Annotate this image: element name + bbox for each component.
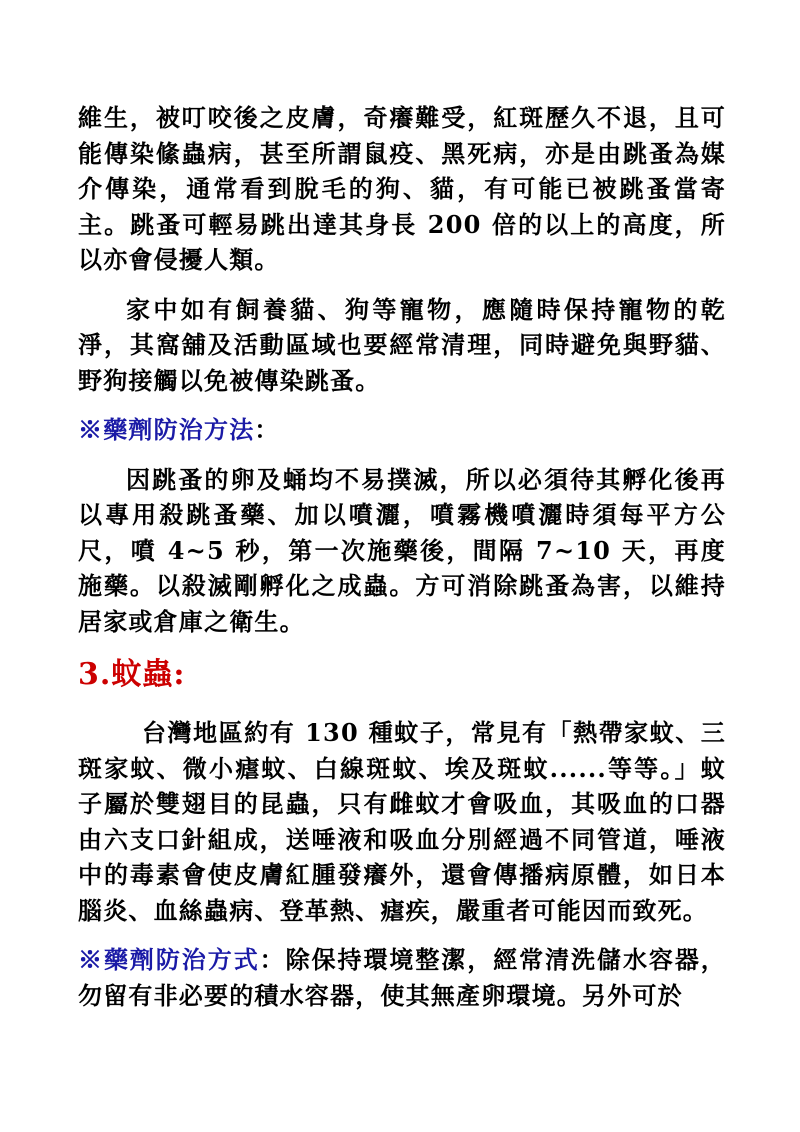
spacer bbox=[78, 278, 726, 292]
spacer bbox=[78, 398, 726, 412]
document-page bbox=[78, 100, 726, 1013]
spacer bbox=[78, 639, 726, 653]
spacer bbox=[78, 448, 726, 462]
spacer bbox=[78, 697, 726, 715]
paragraph-flea-spraying: 因跳蚤的卵及蛹均不易撲滅，所以必須待其孵化後再以專用殺跳蚤藥、加以噴灑，噴霧機噴灑時須每平方公尺，噴 4~5 秒，第一次施藥後，間隔 7~10 天，再度施藥。以殺滅剛孵化之成蟲。方可消除跳蚤為害，以維持居家或倉庫之衛生。 bbox=[78, 464, 726, 636]
heading-label: ※藥劑防治方法 bbox=[78, 415, 255, 444]
heading-label: ※藥劑防治方式 bbox=[78, 945, 260, 974]
paragraph-mosquito-info: 台灣地區約有 130 種蚊子，常見有「熱帶家蚊、三斑家蚊、微小瘧蚊、白線斑蚊、埃及斑蚊......等等。」蚊子屬於雙翅目的昆蟲，只有雌蚊才會吸血，其吸血的口器由六支口針組成，送唾液和吸血分別經過不同管道，唾液中的毒素會使皮膚紅腫發癢外，還會傳播病原體，如日本腦炎、血絲蟲病、登革熱、瘧疾，嚴重者可能因而致死。 bbox=[78, 718, 726, 925]
paragraph-mosquito-chemical-control bbox=[78, 942, 726, 1013]
section-title-mosquito: 3.蚊蟲: bbox=[78, 657, 186, 692]
paragraph-flea-harm: 維生，被叮咬後之皮膚，奇癢難受，紅斑歷久不退，且可能傳染絛蟲病，甚至所謂鼠疫、黑死病，亦是由跳蚤為媒介傳染，通常看到脫毛的狗、貓，有可能已被跳蚤當寄主。跳蚤可輕易跳出達其身長 200 倍的以上的高度，所以亦會侵擾人類。 bbox=[78, 103, 726, 274]
paragraph-text: ：除保持環境整潔，經常清洗儲水容器，勿留有非必要的積水容器，使其無產卵環境。另外可於 bbox=[78, 945, 726, 1010]
spacer bbox=[78, 928, 726, 942]
paragraph-pet-care: 家中如有飼養貓、狗等寵物，應隨時保持寵物的乾淨，其窩舖及活動區域也要經常清理，同時避免與野貓、野狗接觸以免被傳染跳蚤。 bbox=[78, 294, 726, 395]
heading-colon: ： bbox=[254, 415, 280, 444]
heading-flea-chemical-control bbox=[78, 412, 726, 448]
